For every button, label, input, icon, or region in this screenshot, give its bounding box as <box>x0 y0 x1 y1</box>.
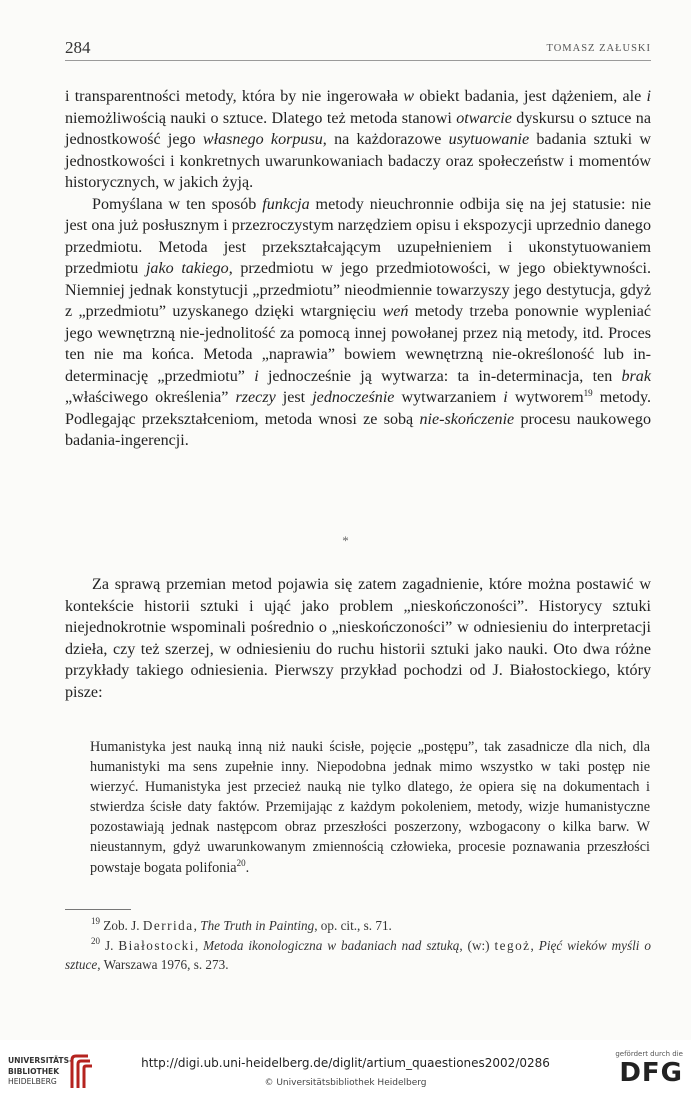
footnotes <box>65 916 651 975</box>
paragraph-3: Za sprawą przemian metod pojawia się zatem zagadnienie, które można postawić w kontekście historii sztuki i ująć jako problem „nieskończoności”. Historycy sztuki niejednokrotnie wspominali pośrednio o „nieskończoności” w odniesieniu do interpretacji dzieła, czy też szerzej, w odniesieniu do ruchu historii sztuki jako nauki. Oto dwa różne przykłady takiego odniesienia. Pierwszy przykład pochodzi od J. Białostockiego, który pisze: <box>65 576 651 701</box>
dfg-logo[interactable]: gefördert durch die DFG <box>603 1050 683 1088</box>
page-header <box>65 38 651 61</box>
main-text-section-2 <box>65 574 651 703</box>
copyright-notice: © Universitätsbibliothek Heidelberg <box>264 1078 427 1088</box>
footnote-19: $^{19}$ Zob. J. Derrida, The Truth in Painting, op. cit., s. 71. <box>91 916 392 933</box>
footnote-ref-20[interactable]: 20 <box>236 857 246 868</box>
main-text <box>65 86 651 452</box>
block-quote: Humanistyka jest nauką inną niż nauki ścisłe, pojęcie „postępu”, tak zasadnicze dla nich, dla humanistyki ma sens zupełnie inny. Niepodobna jednak mimo wszystko w taki postęp nie wierzyć. Humanistyka jest przecież nauką nie tylko dlatego, że opiera się na dokumentach i stwierdza ścisłe daty faktów. Przemijając z każdym pokoleniem, metody, wizje humanistyczne pozostawiają jednak następcom obraz przeszłości poszerzony, wzbogacony o kilka barw. W nieustannym, gdyż uwarunkowanym zmiennością człowieka, procesie poznawania przeszłości powstaje bogata polifonia$^{20}$. <box>90 739 650 876</box>
viewer-footer <box>0 1040 691 1098</box>
paragraph-2: Pomyślana w ten sposób funkcja metody nieuchronnie odbija się na jej statusie: nie jest ona już posłusznym i przezroczystym narzędziem opisu i ekspozycji uprzednio danego przedmiotu. Metoda jest przekształcającym uzupełnieniem i ukonstytuowaniem przedmiotu jako takiego, przedmiotu w jego przedmiotowości, w jego obiektywności. Niemniej jednak konstytucji „przedmiotu” nieodmiennie towarzyszy jego destytucja, gdyż z „przedmiotu” uzyskanego dzięki wtargnięciu weń metody trzeba ponownie wypleniać jego wewnętrzną nie-jednolitość za pomocą innej powołanej przez nią metody, itd. Proces ten nie ma końca. Metoda „naprawia” bowiem wewnętrzną nie-określoność lub in-determinację „przedmiotu” i jednocześnie ją wytwarza: ta in-determinacja, ten brak „właściwego określenia” rzeczy jest jednocześnie wytwarzaniem i wytworem$^{19}$ metody. Podlegając przekształceniom, metoda wnosi ze sobą nie-skończenie procesu naukowego badania-ingerencji. <box>65 195 651 449</box>
paragraph-1: i transparentności metody, która by nie ingerowała w obiekt badania, jest dążeniem, ale i niemożliwością nauki o sztuce. Dlatego też metoda stanowi otwarcie dyskursu o sztuce na jednostkowość jego własnego korpusu, na każdorazowe usytuowanie badania sztuki w jednostkowości i konkretnych uwarunkowaniach badaczy oraz społeczeństw i momentów historycznych, w jakich żyją. <box>65 88 651 191</box>
dfg-mark: DFG <box>619 1058 683 1088</box>
library-logo[interactable]: UNIVERSITÄTS- BIBLIOTHEK HEIDELBERG <box>8 1054 103 1090</box>
footnote-rule <box>65 909 131 910</box>
running-head: TOMASZ ZAŁUSKI <box>546 43 651 54</box>
document-url-link[interactable]: http://digi.ub.uni-heidelberg.de/diglit/artium_quaestiones2002/0286 <box>141 1056 550 1070</box>
section-divider: * <box>342 533 349 548</box>
footnote-20: $^{20}$ J. Białostocki, Metoda ikonologiczna w badaniach nad sztuką, (w:) tegoż, Pięć wieków myśli o sztuce, Warszawa 1976, s. 273. <box>65 935 651 972</box>
footnote-ref-19[interactable]: 19 <box>583 388 593 398</box>
page-number: 284 <box>65 38 91 57</box>
